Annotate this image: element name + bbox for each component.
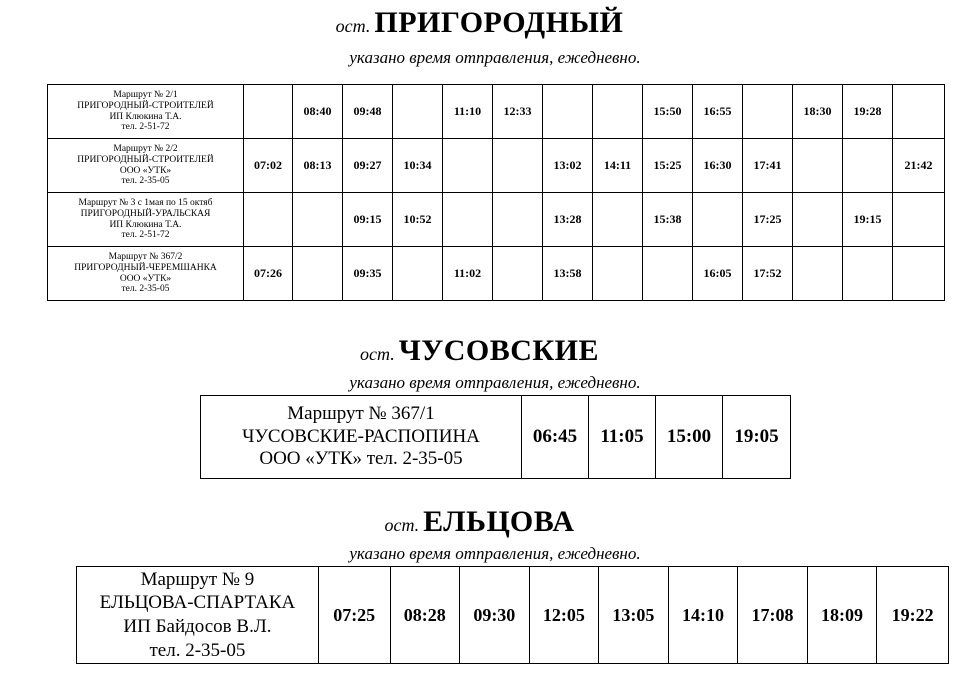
route-operator: ИП Клюкина Т.А. [109,219,182,230]
time-cell [793,247,843,301]
schedule-table-eltsova [76,566,949,664]
time-cell: 16:55 [693,85,743,139]
time-cell [593,85,643,139]
time-cell: 07:26 [244,247,293,301]
route-phone: тел. 2-35-05 [149,639,246,661]
time-cell: 13:05 [599,567,669,664]
time-cell: 07:25 [318,567,390,664]
time-cell [393,85,443,139]
time-cell [843,247,893,301]
stop-prefix: ост. [335,16,371,36]
time-cell [393,247,443,301]
route-name: ПРИГОРОДНЫЙ-ЧЕРЕМШАНКА [74,262,217,273]
route-cell [48,247,244,301]
time-cell: 14:10 [668,567,738,664]
time-cell: 19:22 [877,567,949,664]
time-cell: 08:13 [293,139,343,193]
route-operator: ИП Клюкина Т.А. [109,111,182,122]
stop-name: ЕЛЬЦОВА [423,505,575,538]
time-cell: 15:25 [643,139,693,193]
time-cell: 08:40 [293,85,343,139]
time-cell: 16:30 [693,139,743,193]
time-cell [793,139,843,193]
route-number: Маршрут № 367/2 [108,251,183,262]
time-cell [643,247,693,301]
stop-prefix: ост. [384,515,420,535]
time-cell: 15:38 [643,193,693,247]
schedule-note: указано время отправления, ежедневно. [349,544,641,563]
route-number: Маршрут № 3 с 1мая по 15 октяб [78,197,213,208]
route-number: Маршрут № 367/1 [287,402,435,424]
time-cell: 17:52 [743,247,793,301]
time-cell: 13:02 [543,139,593,193]
route-phone: тел. 2-35-05 [121,176,170,187]
time-cell: 09:15 [343,193,393,247]
route-phone: тел. 2-51-72 [121,122,170,133]
route-cell [48,139,244,193]
time-cell: 21:42 [893,139,945,193]
route-phone: тел. 2-51-72 [121,230,170,241]
time-cell [893,85,945,139]
table-row [77,567,949,664]
route-number: Маршрут № 2/1 [113,89,178,100]
time-cell [244,85,293,139]
time-cell: 12:33 [493,85,543,139]
route-name: ЕЛЬЦОВА-СПАРТАКА [99,592,296,614]
time-cell [493,139,543,193]
time-cell: 11:05 [589,396,656,479]
route-operator: ИП Байдосов В.Л. [123,616,272,637]
route-cell [48,85,244,139]
time-cell [293,193,343,247]
route-number: Маршрут № 9 [140,568,255,590]
time-cell: 15:00 [656,396,723,479]
route-cell [201,396,522,479]
time-cell: 09:35 [343,247,393,301]
time-cell [693,193,743,247]
time-cell: 18:09 [807,567,877,664]
time-cell [443,139,493,193]
stop-title-eltsova [0,505,959,539]
time-cell [293,247,343,301]
table-row [48,193,945,247]
route-name: ЧУСОВСКИЕ-РАСПОПИНА [242,425,480,447]
table-row [48,247,945,301]
time-cell: 08:28 [390,567,460,664]
time-cell [593,193,643,247]
time-cell: 14:11 [593,139,643,193]
time-cell [893,247,945,301]
time-cell: 12:05 [529,567,599,664]
table-row [48,139,945,193]
route-operator: ООО «УТК» [119,273,172,284]
time-cell: 07:02 [244,139,293,193]
time-cell [443,193,493,247]
route-cell [48,193,244,247]
time-cell: 13:58 [543,247,593,301]
time-cell: 11:10 [443,85,493,139]
time-cell: 10:52 [393,193,443,247]
time-cell [843,139,893,193]
stop-title-prigorodny [0,6,959,40]
route-number: Маршрут № 2/2 [113,143,178,154]
route-cell [77,567,319,664]
stop-name: ПРИГОРОДНЫЙ [374,6,624,39]
time-cell: 10:34 [393,139,443,193]
route-phone: тел. 2-35-05 [121,284,170,295]
time-cell [244,193,293,247]
schedule-note: указано время отправления, ежедневно. [349,373,641,392]
time-cell [493,247,543,301]
schedule-note: указано время отправления, ежедневно. [349,48,641,67]
route-operator: ООО «УТК» [119,165,172,176]
time-cell: 17:08 [738,567,808,664]
time-cell [893,193,945,247]
time-cell [793,193,843,247]
time-cell: 11:02 [443,247,493,301]
table-row [201,396,791,479]
time-cell: 09:27 [343,139,393,193]
time-cell: 09:30 [460,567,530,664]
table-row [48,85,945,139]
time-cell: 09:48 [343,85,393,139]
time-cell: 06:45 [522,396,589,479]
stop-title-chusovskie [0,334,959,368]
time-cell [743,85,793,139]
time-cell: 19:05 [723,396,791,479]
time-cell: 19:28 [843,85,893,139]
route-name: ПРИГОРОДНЫЙ-УРАЛЬСКАЯ [80,208,211,219]
route-name: ПРИГОРОДНЫЙ-СТРОИТЕЛЕЙ [77,154,214,165]
time-cell [543,85,593,139]
time-cell: 16:05 [693,247,743,301]
stop-name: ЧУСОВСКИЕ [398,334,600,367]
route-name: ПРИГОРОДНЫЙ-СТРОИТЕЛЕЙ [77,100,214,111]
time-cell: 18:30 [793,85,843,139]
schedule-table-prigorodny [47,84,945,301]
time-cell: 19:15 [843,193,893,247]
schedule-table-chusovskie [200,395,791,479]
time-cell: 15:50 [643,85,693,139]
time-cell [493,193,543,247]
time-cell: 17:41 [743,139,793,193]
route-operator: ООО «УТК» тел. 2-35-05 [259,448,463,470]
time-cell: 13:28 [543,193,593,247]
stop-prefix: ост. [359,344,395,364]
time-cell: 17:25 [743,193,793,247]
time-cell [593,247,643,301]
